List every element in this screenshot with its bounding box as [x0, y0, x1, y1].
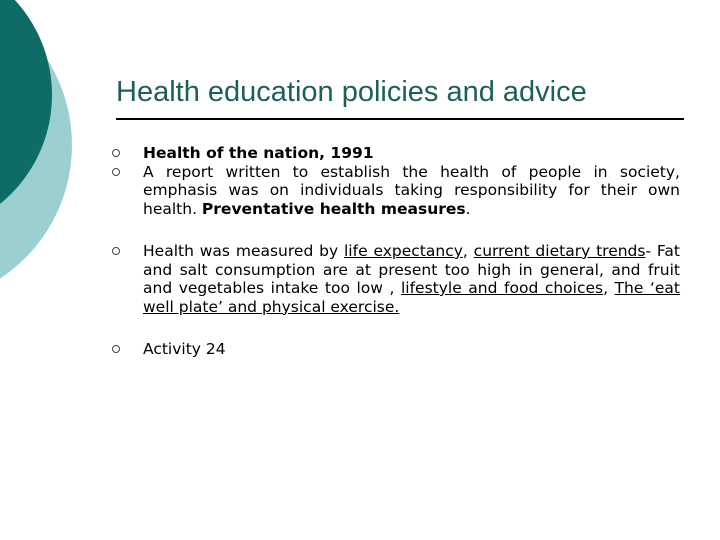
bullet-text-end: . — [465, 199, 471, 218]
bold-preventative-text: Preventative health measures — [201, 199, 466, 218]
title-divider — [116, 118, 684, 120]
hollow-circle-bullet-icon — [112, 149, 120, 157]
slide-title: Health education policies and advice — [116, 76, 587, 108]
link-eat-well-plate[interactable]: The ‘eat well plate’ and physical exercise. — [143, 279, 681, 316]
bullet-item-report — [110, 163, 680, 219]
separator-text: , — [462, 242, 474, 260]
hollow-circle-bullet-icon — [112, 345, 120, 353]
link-lifestyle-food-choices[interactable]: lifestyle and food choices — [400, 279, 604, 297]
bullet-text-lead: Health was measured by — [143, 242, 344, 260]
bullet-item-activity — [110, 340, 680, 359]
link-current-dietary-trends[interactable]: current dietary trends — [473, 242, 646, 260]
bullet-list — [110, 144, 680, 359]
decorative-circles — [0, 0, 120, 300]
hollow-circle-bullet-icon — [112, 168, 120, 176]
bullet-text-middle: - Fat and salt consumption are at present too high in general, and fruit and vegetables intake too low , — [143, 242, 680, 297]
bullet-item-health-measured — [110, 242, 680, 316]
hollow-circle-bullet-icon — [112, 247, 120, 255]
bullet-text: A report written to establish the health of people in society, emphasis was on individuals taking responsibility for their own health. — [143, 162, 680, 218]
bullet-text: Health of the nation, 1991 — [143, 144, 374, 162]
bullet-text: Activity 24 — [143, 340, 226, 358]
bullet-item-health-of-nation — [110, 144, 680, 163]
separator-text: , — [603, 279, 615, 297]
link-life-expectancy[interactable]: life expectancy — [344, 242, 463, 260]
